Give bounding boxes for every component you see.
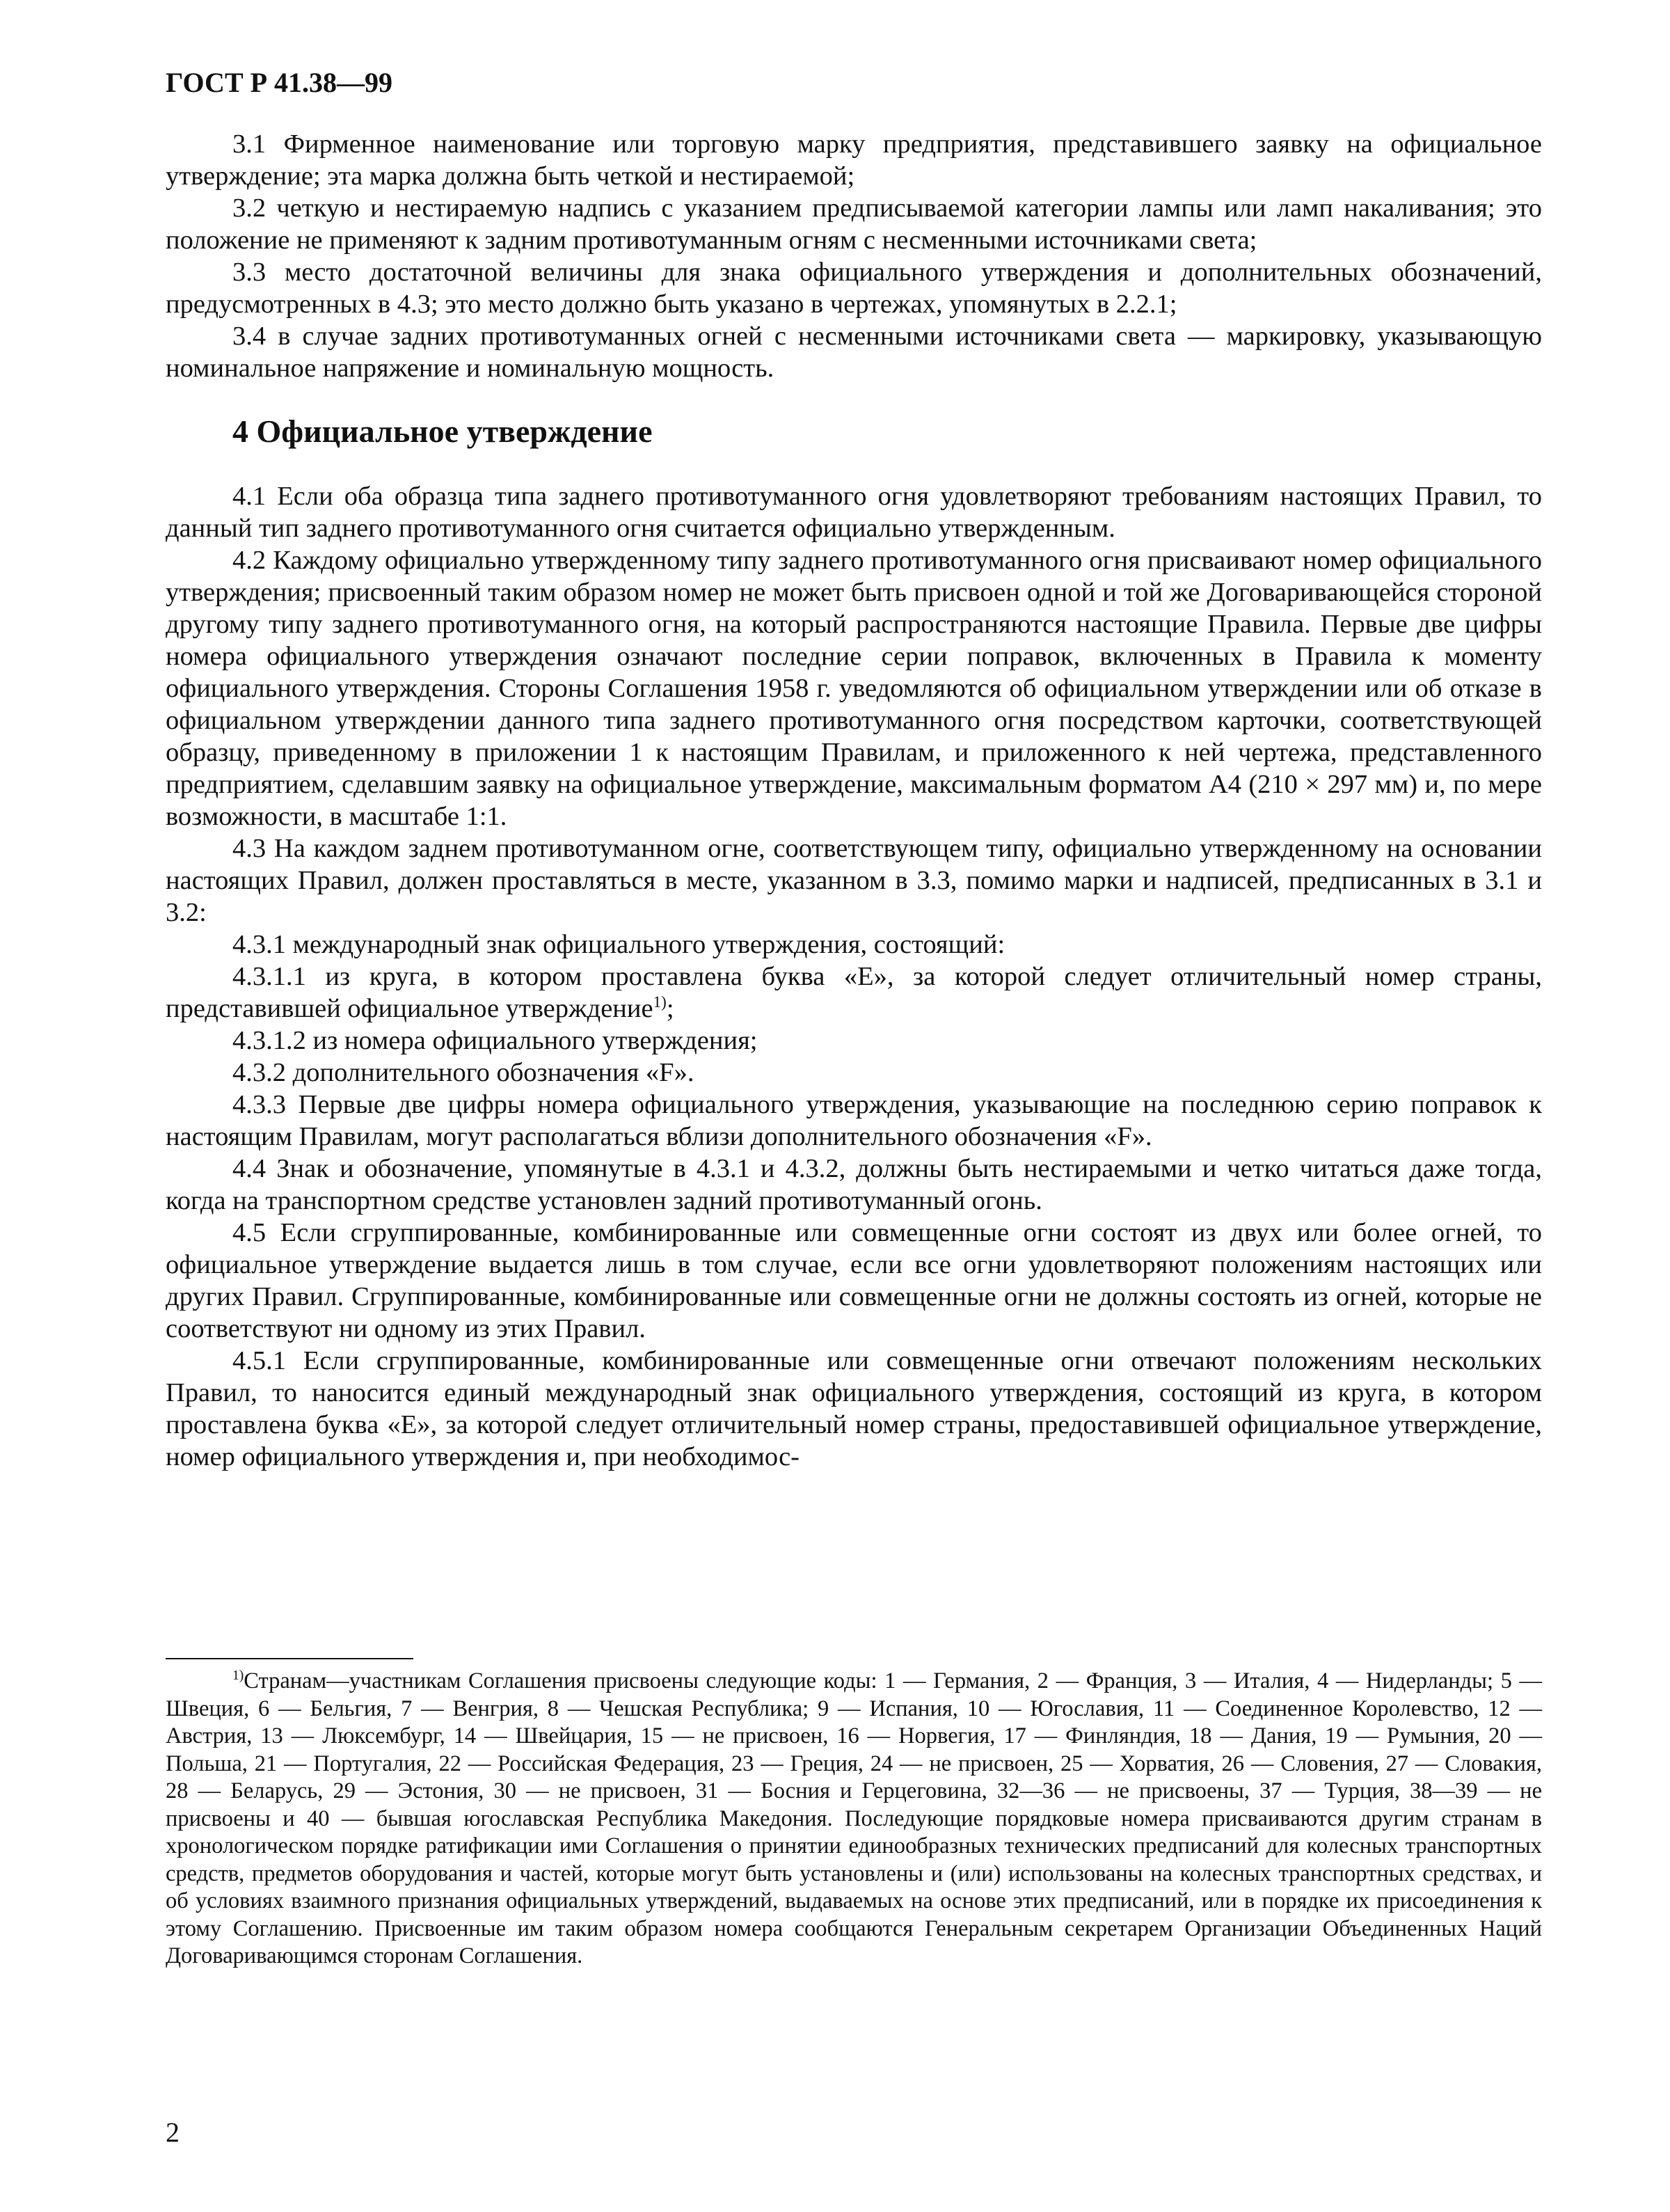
- paragraph-3-2: 3.2 четкую и нестираемую надпись с указанием предписываемой категории лампы или ламп накаливания; это положение не применяют к задним противотуманным огням с несменными источниками света;: [166, 193, 1542, 255]
- page-number: 2: [166, 2117, 180, 2148]
- footnote: [166, 1668, 1542, 1970]
- paragraph-4-3-1-1-tail: ;: [666, 994, 674, 1023]
- paragraph-4-3: 4.3 На каждом заднем противотуманном огне, соответствующем типу, официально утвержденному на основании настоящих Правил, должен проставляться в месте, указанном в 3.3, помимо марки и надписей, предписанных в 3.1 и 3.2:: [166, 834, 1542, 927]
- footnote-mark: 1): [232, 1668, 244, 1684]
- document-body: [166, 128, 1542, 1473]
- paragraph-4-3-1: 4.3.1 международный знак официального утверждения, состоящий:: [232, 930, 1005, 959]
- footnote-reference[interactable]: 1): [653, 993, 667, 1011]
- paragraph-4-3-1-1-text: 4.3.1.1 из круга, в котором проставлена буква «Е», за которой следует отличительный номер страны, представившей официальное утверждение: [166, 962, 1542, 1023]
- paragraph-4-3-1-2: 4.3.1.2 из номера официального утверждения;: [232, 1026, 758, 1055]
- paragraph-4-5: 4.5 Если сгруппированные, комбинированные или совмещенные огни состоят из двух или более огней, то официальное утверждение выдается лишь в том случае, если все огни удовлетворяют положениям настоящих или других Правил. Сгруппированные, комбинированные или совмещенные огни не должны состоять из огней, которые не соответствуют ни одному из этих Правил.: [166, 1218, 1542, 1343]
- document-header: ГОСТ Р 41.38—99: [166, 67, 393, 98]
- paragraph-3-3: 3.3 место достаточной величины для знака официального утверждения и дополнительных обозначений, предусмотренных в 4.3; это место должно быть указано в чертежах, упомянутых в 2.2.1;: [166, 258, 1542, 319]
- paragraph-4-3-3: 4.3.3 Первые две цифры номера официального утверждения, указывающие на последнюю серию поправок к настоящим Правилам, могут располагаться вблизи дополнительного обозначения «F».: [166, 1090, 1542, 1151]
- paragraph-4-1: 4.1 Если оба образца типа заднего противотуманного огня удовлетворяют требованиям настоящих Правил, то данный тип заднего противотуманного огня считается официально утвержденным.: [166, 482, 1542, 543]
- paragraph-4-4: 4.4 Знак и обозначение, упомянутые в 4.3.1 и 4.3.2, должны быть нестираемыми и четко читаться даже тогда, когда на транспортном средстве установлен задний противотуманный огонь.: [166, 1154, 1542, 1215]
- paragraph-3-4: 3.4 в случае задних противотуманных огней с несменными источниками света — маркировку, указывающую номинальное напряжение и номинальную мощность.: [166, 322, 1542, 383]
- footnote-separator: [166, 1658, 413, 1659]
- paragraph-4-2: 4.2 Каждому официально утвержденному типу заднего противотуманного огня присваивают номер официального утверждения; присвоенный таким образом номер не может быть присвоен одной и той же Договаривающейся стороной другому типу заднего противотуманного огня, на который распространяются настоящие Правила. Первые две цифры номера официального утверждения означают последние серии поправок, включенных в Правила к моменту официального утверждения. Стороны Соглашения 1958 г. уведомляются об официальном утверждении или об отказе в официальном утверждении данного типа заднего противотуманного огня посредством карточки, соответствующей образцу, приведенному в приложении 1 к настоящим Правилам, и приложенного к ней чертежа, представленного предприятием, сделавшим заявку на официальное утверждение, максимальным форматом А4 (210 × 297 мм) и, по мере возможности, в масштабе 1:1.: [166, 546, 1542, 831]
- section-heading: 4 Официальное утверждение: [232, 413, 653, 449]
- paragraph-4-3-2: 4.3.2 дополнительного обозначения «F».: [232, 1058, 694, 1087]
- paragraph-3-1: 3.1 Фирменное наименование или торговую марку предприятия, представившего заявку на официальное утверждение; эта марка должна быть четкой и нестираемой;: [166, 129, 1542, 191]
- paragraph-4-5-1: 4.5.1 Если сгруппированные, комбинированные или совмещенные огни отвечают положениям нескольких Правил, то наносится единый международный знак официального утверждения, состоящий из круга, в котором проставлена буква «Е», за которой следует отличительный номер страны, предоставившей официальное утверждение, номер официального утверждения и, при необходимос-: [166, 1346, 1542, 1471]
- footnote-text: Странам—участникам Соглашения присвоены следующие коды: 1 — Германия, 2 — Франция, 3 — Италия, 4 — Нидерланды; 5 — Швеция, 6 — Бельгия, 7 — Венгрия, 8 — Чешская Республика; 9 — Испания, 10 — Югославия, 11 — Соединенное Королевство, 12 — Австрия, 13 — Люксембург, 14 — Швейцария, 15 — не присвоен, 16 — Норвегия, 17 — Финляндия, 18 — Дания, 19 — Румыния, 20 — Польша, 21 — Португалия, 22 — Российская Федерация, 23 — Греция, 24 — не присвоен, 25 — Хорватия, 26 — Словения, 27 — Словакия, 28 — Беларусь, 29 — Эстония, 30 — не присвоен, 31 — Босния и Герцеговина, 32—36 — не присвоены, 37 — Турция, 38—39 — не присвоены и 40 — бывшая югославская Республика Македония. Последующие порядковые номера присваиваются другим странам в хронологическом порядке ратификации ими Соглашения о принятии единообразных технических предписаний для колесных транспортных средств, предметов оборудования и частей, которые могут быть установлены и (или) использованы на колесных транспортных средствах, и об условиях взаимного признания официальных утверждений, выдаваемых на основе этих предписаний, или в порядке их присоединения к этому Соглашению. Присвоенные им таким образом номера сообщаются Генеральным секретарем Организации Объединенных Наций Договаривающимся сторонам Соглашения.: [166, 1668, 1542, 1968]
- paragraph-4-3-1-1: [166, 961, 1542, 1025]
